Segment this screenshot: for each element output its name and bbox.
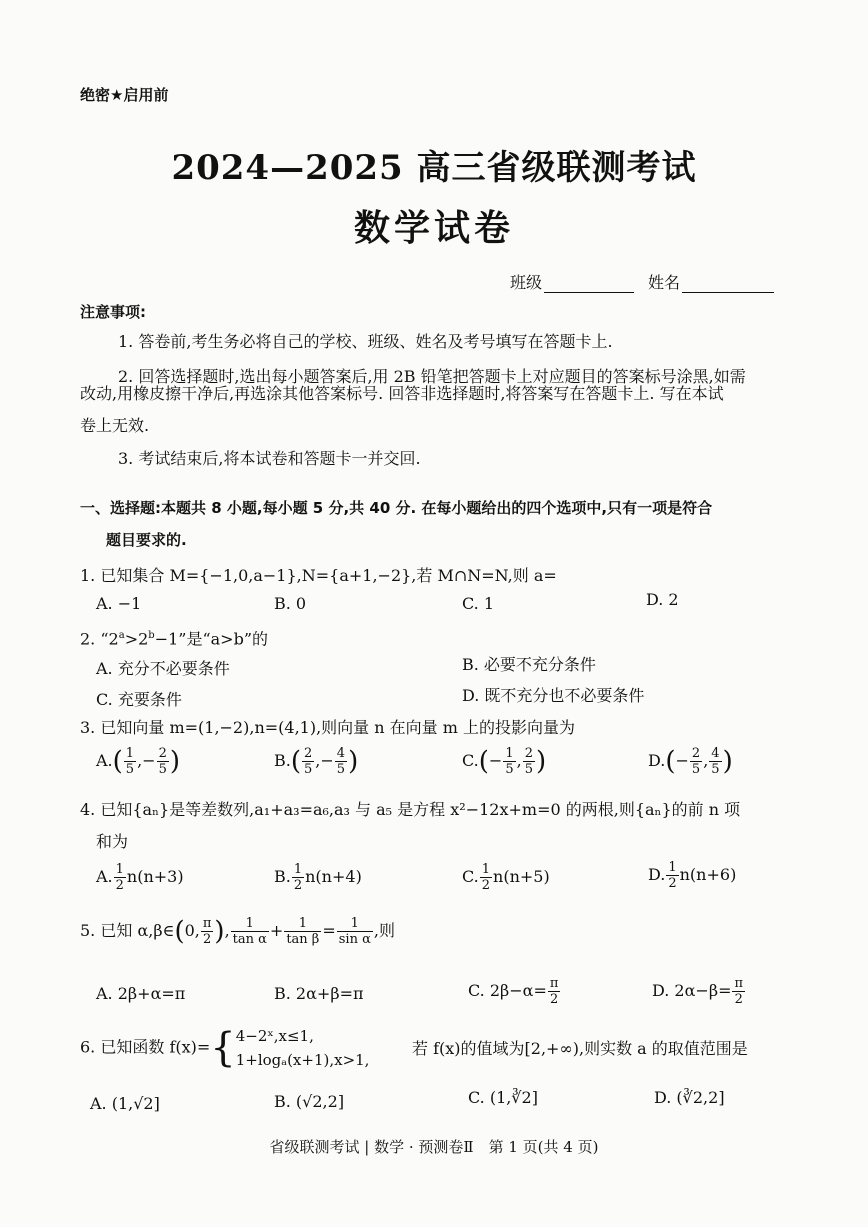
q4-stem-a: 4. 已知{aₙ}是等差数列,a₁+a₃=a₆,a₃ 与 a₅ 是方程 x²−12x+m=0 的两根,则{aₙ}的前 n 项 xyxy=(80,800,741,819)
q3-option-c[interactable]: C.(− $\frac{1}{5}$ , $\frac{2}{5}$ ) xyxy=(462,746,547,777)
notice-item-1: 1. 答卷前,考生务必将自己的学校、班级、姓名及考号填写在答题卡上. xyxy=(118,332,613,351)
exam-title: 2024—2025 高三省级联测考试 xyxy=(171,148,697,188)
q5-option-b[interactable]: B. 2α+β=π xyxy=(274,984,364,1003)
q5-option-a[interactable]: A. 2β+α=π xyxy=(96,984,186,1003)
q5-option-c[interactable]: C. 2β−α= $\frac{\pi}{2}$ xyxy=(468,976,559,1007)
q3-option-b[interactable]: B.( $\frac{2}{5}$ ,− $\frac{4}{5}$ ) xyxy=(274,746,359,777)
notice-item-2b: 改动,用橡皮擦干净后,再选涂其他答案标号. 回答非选择题时,将答案写在答题卡上. 写在本试 xyxy=(80,384,724,403)
q4-option-b[interactable]: B. $\frac{1}{2}$ n(n+4) xyxy=(274,862,362,893)
page-footer: 省级联测考试 | 数学 · 预测卷Ⅱ 第 1 页(共 4 页) xyxy=(269,1138,599,1156)
q4-stem-b: 和为 xyxy=(96,832,129,851)
name-label: 姓名 xyxy=(648,273,681,292)
class-blank[interactable] xyxy=(544,278,634,293)
class-field xyxy=(510,270,634,293)
notice-item-2a: 2. 回答选择题时,选出每小题答案后,用 2B 铅笔把答题卡上对应题目的答案标号涂黑,如需 xyxy=(118,367,746,386)
q1-option-b[interactable]: B. 0 xyxy=(274,594,307,613)
confidential-mark: 绝密★启用前 xyxy=(80,86,169,104)
q3-option-d[interactable]: D.(− $\frac{2}{5}$ , $\frac{4}{5}$ ) xyxy=(648,746,733,777)
q2-option-b[interactable]: B. 必要不充分条件 xyxy=(462,655,596,674)
q2-option-a[interactable]: A. 充分不必要条件 xyxy=(96,659,230,678)
subject-title: 数学试卷 xyxy=(353,207,514,249)
q2-option-c[interactable]: C. 充要条件 xyxy=(96,690,182,709)
name-blank[interactable] xyxy=(682,278,774,293)
section-heading-a: 一、选择题:本题共 8 小题,每小题 5 分,共 40 分. 在每小题给出的四个选项中,只有一项是符合 xyxy=(80,499,713,517)
q4-option-d[interactable]: D. $\frac{1}{2}$ n(n+6) xyxy=(648,860,737,891)
notice-item-3: 3. 考试结束后,将本试卷和答题卡一并交回. xyxy=(118,449,421,468)
q1-option-a[interactable]: A. −1 xyxy=(96,594,142,613)
q3-option-a[interactable]: A.( $\frac{1}{5}$ ,− $\frac{2}{5}$ ) xyxy=(96,746,181,777)
name-field xyxy=(648,270,774,293)
notice-item-2c: 卷上无效. xyxy=(80,416,150,435)
q2-stem: 2. “$2^a>2^b-1$”是“a>b”的 xyxy=(80,629,269,649)
q3-stem: 3. 已知向量 m=(1,−2),n=(4,1),则向量 n 在向量 m 上的投影向量为 xyxy=(80,718,575,737)
q6-option-c[interactable]: C. (1,∛2] xyxy=(468,1088,538,1107)
q2-option-d[interactable]: D. 既不充分也不必要条件 xyxy=(462,686,645,705)
q4-option-a[interactable]: A. $\frac{1}{2}$ n(n+3) xyxy=(96,862,184,893)
q6-stem: 6. 已知函数 f(x)={ 4−2ˣ,x≤1, 1+logₐ(x+1),x>1, xyxy=(80,1025,370,1071)
class-label: 班级 xyxy=(510,273,543,292)
q1-option-d[interactable]: D. 2 xyxy=(646,590,679,609)
q1-option-c[interactable]: C. 1 xyxy=(462,594,495,613)
q6-option-a[interactable]: A. (1,√2] xyxy=(90,1094,160,1113)
q6-option-b[interactable]: B. (√2,2] xyxy=(274,1092,345,1111)
q6-stem-post: 若 f(x)的值域为[2,+∞),则实数 a 的取值范围是 xyxy=(412,1039,748,1058)
q5-stem: 5. 已知 α,β∈(0, $\frac{\pi}{2}$ ), $\frac{1}{\text{tan α}}$ + $\frac{1}{\text{tan β}}$ = $\frac{1}{\text{sin α}}$ ,则 xyxy=(80,916,395,947)
q6-option-d[interactable]: D. (∛2,2] xyxy=(654,1088,725,1107)
section-heading-b: 题目要求的. xyxy=(106,531,187,549)
q4-option-c[interactable]: C. $\frac{1}{2}$ n(n+5) xyxy=(462,862,550,893)
q1-stem: 1. 已知集合 M={−1,0,a−1},N={a+1,−2},若 M∩N=N,则 a= xyxy=(80,566,557,585)
q5-option-d[interactable]: D. 2α−β= $\frac{\pi}{2}$ xyxy=(652,976,744,1007)
notice-heading: 注意事项: xyxy=(80,303,146,321)
